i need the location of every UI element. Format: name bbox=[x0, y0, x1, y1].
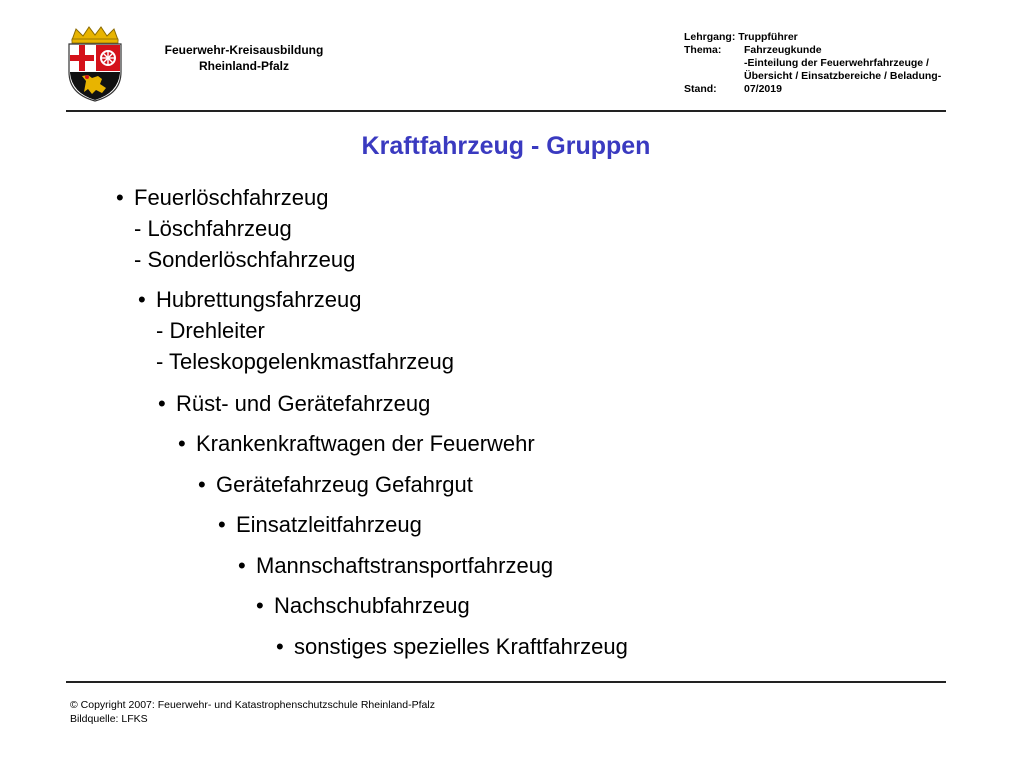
bullet-text: Mannschaftstransportfahrzeug bbox=[256, 553, 554, 578]
footer-divider bbox=[66, 681, 946, 683]
stand-value: 07/2019 bbox=[744, 83, 782, 95]
bullet-icon: • bbox=[238, 553, 246, 578]
bullet-text: Rüst- und Gerätefahrzeug bbox=[176, 391, 431, 416]
header-divider bbox=[66, 110, 946, 112]
thema-label: Thema: bbox=[684, 44, 722, 56]
lehrgang-label: Lehrgang: bbox=[684, 31, 736, 43]
organisation-title bbox=[150, 42, 338, 74]
bullet-item bbox=[116, 182, 328, 213]
bullet-item bbox=[218, 509, 422, 540]
sub-item: - Löschfahrzeug bbox=[134, 216, 292, 241]
stand-label: Stand: bbox=[684, 83, 717, 95]
bullet-icon: • bbox=[138, 287, 146, 312]
rheinland-pfalz-coat-of-arms-icon bbox=[66, 26, 124, 102]
bullet-item bbox=[158, 388, 430, 419]
bullet-item bbox=[256, 590, 470, 621]
org-line-1: Feuerwehr-Kreisausbildung bbox=[164, 43, 324, 57]
bullet-item bbox=[276, 631, 628, 662]
copyright-text: © Copyright 2007: Feuerwehr- und Katastrophenschutzschule Rheinland-Pfalz bbox=[70, 699, 435, 711]
sub-item: - Teleskopgelenkmastfahrzeug bbox=[156, 349, 454, 374]
bullet-text: Einsatzleitfahrzeug bbox=[236, 512, 422, 537]
bullet-item bbox=[198, 469, 473, 500]
bullet-item bbox=[138, 284, 361, 315]
bullet-text: Nachschubfahrzeug bbox=[274, 593, 470, 618]
bullet-text: Hubrettungsfahrzeug bbox=[156, 287, 362, 312]
footer bbox=[70, 698, 435, 726]
sub-item: - Drehleiter bbox=[156, 318, 265, 343]
bullet-icon: • bbox=[198, 472, 206, 497]
bullet-text: Krankenkraftwagen der Feuerwehr bbox=[196, 431, 535, 456]
bullet-item bbox=[238, 550, 553, 581]
bullet-icon: • bbox=[178, 431, 186, 456]
bullet-text: Feuerlöschfahrzeug bbox=[134, 185, 329, 210]
course-meta bbox=[684, 31, 941, 96]
image-source-text: Bildquelle: LFKS bbox=[70, 713, 148, 725]
bullet-icon: • bbox=[276, 634, 284, 659]
bullet-text: sonstiges spezielles Kraftfahrzeug bbox=[294, 634, 628, 659]
thema-line-2: -Einteilung der Feuerwehrfahrzeuge / bbox=[744, 57, 929, 69]
thema-value: Fahrzeugkunde bbox=[744, 44, 822, 56]
org-line-2: Rheinland-Pfalz bbox=[198, 59, 289, 73]
bullet-icon: • bbox=[158, 391, 166, 416]
page-title: Kraftfahrzeug - Gruppen bbox=[361, 132, 651, 160]
bullet-item bbox=[178, 428, 535, 459]
bullet-text: Gerätefahrzeug Gefahrgut bbox=[216, 472, 473, 497]
bullet-icon: • bbox=[218, 512, 226, 537]
thema-line-3: Übersicht / Einsatzbereiche / Beladung- bbox=[744, 70, 942, 82]
lehrgang-value: Truppführer bbox=[738, 31, 798, 43]
sub-item: - Sonderlöschfahrzeug bbox=[134, 247, 356, 272]
bullet-icon: • bbox=[256, 593, 264, 618]
bullet-icon: • bbox=[116, 185, 124, 210]
